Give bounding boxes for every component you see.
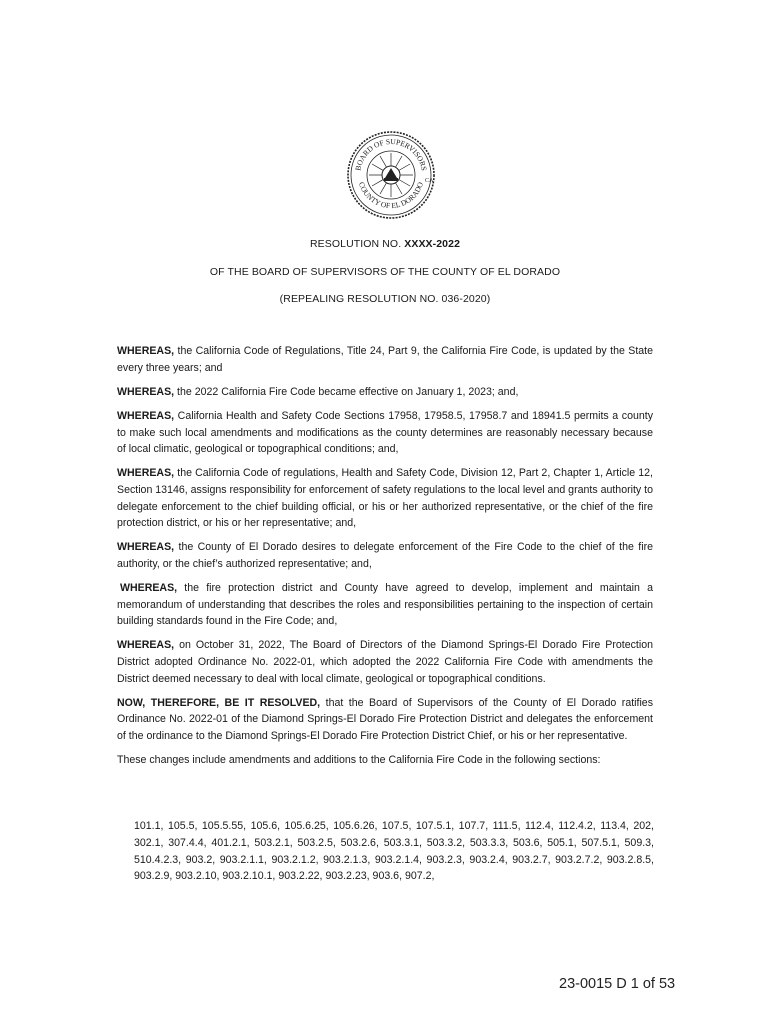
whereas-paragraph-7 <box>117 637 653 687</box>
board-line: OF THE BOARD OF SUPERVISORS OF THE COUNTY OF EL DORADO <box>209 266 561 278</box>
repealing-line: (REPEALING RESOLUTION NO. 036-2020) <box>279 293 491 305</box>
paragraph-lead: WHEREAS, <box>117 639 175 652</box>
whereas-paragraph-3 <box>117 408 653 458</box>
paragraph-lead: WHEREAS, <box>117 409 175 422</box>
whereas-paragraph-6 <box>117 580 653 630</box>
paragraph-text: the fire protection district and County have agreed to develop, implement and maintain a memorandum of understanding that describes the roles and responsibilities pertaining to the inspection of certain building standards found in the Fire Code; and, <box>117 582 653 628</box>
resolved-paragraph <box>117 695 653 745</box>
seal-side-text: CA <box>425 178 434 184</box>
fire-code-sections-list: 101.1, 105.5, 105.5.55, 105.6, 105.6.25, 105.6.26, 107.5, 107.5.1, 107.7, 111.5, 112.4, 112.4.2, 113.4, 202, 302.1, 307.4.4, 401.2.1, 503.2.1, 503.2.5, 503.2.6, 503.3.1, 503.3.2, 503.3.3, 503.6, 505.1, 507.5.1, 509.3, 510.4.2.3, 903.2, 903.2.1.1, 903.2.1.2, 903.2.1.3, 903.2.1.4, 903.2.3, 903.2.4, 903.2.7, 903.2.7.2, 903.2.8.5, 903.2.9, 903.2.10, 903.2.10.1, 903.2.22, 903.2.23, 903.6, 907.2, <box>134 820 654 883</box>
resolution-body <box>117 343 653 776</box>
paragraph-text: the 2022 California Fire Code became effective on January 1, 2023; and, <box>174 385 519 398</box>
seal-top-text: BOARD OF SUPERVISORS <box>353 136 429 172</box>
resolution-number-line <box>0 238 770 250</box>
paragraph-lead: WHEREAS, <box>117 345 175 357</box>
paragraph-text: the California Code of Regulations, Title 24, Part 9, the California Fire Code, is updated by the State every three years; and <box>117 345 653 374</box>
paragraph-text: California Health and Safety Code Sections 17958, 17958.5, 17958.7 and 18941.5 permits a county to make such local amendments and modifications as the county determines are reasonably necessary because of local climatic, geological or topographical conditions; and, <box>117 409 653 456</box>
resolution-prefix: RESOLUTION NO. <box>309 238 405 250</box>
whereas-paragraph-2 <box>117 384 653 401</box>
paragraph-text: on October 31, 2022, The Board of Directors of the Diamond Springs-El Dorado Fire Protection District adopted Ordinance No. 2022-01, which adopted the 2022 California Fire Code with amendments the District deemed necessary to deal with local climate, geological or topographical conditions. <box>117 639 653 685</box>
whereas-paragraph-4 <box>117 465 653 531</box>
paragraph-lead: WHEREAS, <box>117 467 175 480</box>
paragraph-lead: WHEREAS, <box>117 385 175 398</box>
page-footer-label: 23-0015 D 1 of 53 <box>559 976 676 992</box>
paragraph-lead: WHEREAS, <box>117 541 175 554</box>
resolution-number: XXXX-2022 <box>404 238 461 250</box>
whereas-paragraph-1 <box>117 343 653 376</box>
paragraph-lead: NOW, THEREFORE, BE IT RESOLVED, <box>117 696 321 709</box>
seal-bottom-text: COUNTY OF EL DORADO <box>357 180 426 211</box>
whereas-paragraph-5 <box>117 539 653 572</box>
paragraph-text: that the Board of Supervisors of the County of El Dorado ratifies Ordinance No. 2022-01 of the Diamond Springs-El Dorado Fire Protection District and delegates the enforcement of the ordinance to the Diamond Springs-El Dorado Fire Protection District Chief, or his or her representative. <box>117 696 653 743</box>
paragraph-text: the California Code of regulations, Health and Safety Code, Division 12, Part 2, Chapter 1, Article 12, Section 13146, assigns responsibility for enforcement of safety regulations to the local level and grants authority to delegate enforcement to the chief building official, or his or her authorized representative, or the chief of the fire protection district, or his or her representative; and, <box>117 467 653 530</box>
changes-intro-paragraph <box>117 752 653 769</box>
paragraph-lead: WHEREAS, <box>120 582 178 595</box>
paragraph-text: These changes include amendments and additions to the California Fire Code in the following sections: <box>117 754 601 767</box>
county-seal <box>346 130 436 220</box>
paragraph-text: the County of El Dorado desires to delegate enforcement of the Fire Code to the chief of the fire authority, or the chief’s authorized representative; and, <box>117 541 653 570</box>
